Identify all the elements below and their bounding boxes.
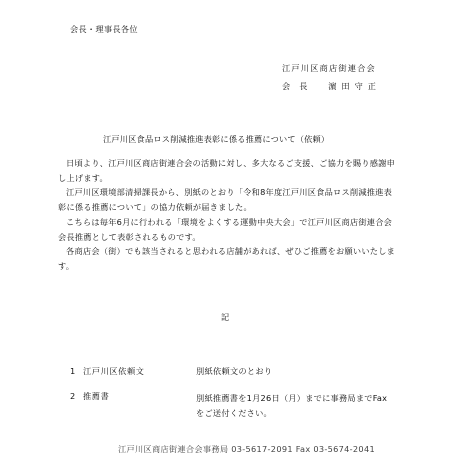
sender-signature bbox=[282, 81, 381, 92]
body-paragraph-4: 各商店会（街）でも該当されると思われる店舗があれば、ぜひご推薦をお願いいたします。 bbox=[58, 246, 396, 271]
sender-organization: 江戸川区商店街連合会 bbox=[282, 63, 376, 73]
item-1-number: 1 bbox=[70, 366, 76, 376]
body-paragraph-1: 日頃より、江戸川区商店街連合会の活動に対し、多大なるご支援、ご協力を賜り感謝申し上げます。 bbox=[58, 158, 396, 183]
item-2-value: 別紙推薦書を1月26日（月）までに事務局までFaxをご送付ください。 bbox=[196, 393, 388, 418]
addressee: 会長・理事長各位 bbox=[70, 24, 138, 34]
sender-name: 濵田守正 bbox=[328, 81, 381, 91]
item-1-value: 別紙依頼文のとおり bbox=[196, 366, 273, 376]
document-title: 江戸川区食品ロス削減推進表彰に係る推薦について（依頼） bbox=[103, 134, 330, 144]
sender-role: 会長 bbox=[282, 81, 317, 91]
item-2-label: 推薦書 bbox=[83, 391, 110, 401]
document-body bbox=[58, 156, 398, 274]
body-paragraph-3: こちらは毎年6月に行われる「環境をよくする運動中央大会」で江戸川区商店街連合会会長推薦として表彰されるものです。 bbox=[58, 216, 393, 242]
ki-heading: 記 bbox=[221, 312, 230, 322]
body-paragraph-2: 江戸川区環境部清掃課長から、別紙のとおり「令和8年度江戸川区食品ロス削減推進表彰に係る推薦について」の協力依頼が届きました。 bbox=[58, 187, 393, 213]
item-1-label: 江戸川区依頼文 bbox=[83, 366, 145, 376]
item-2-number: 2 bbox=[70, 391, 76, 401]
footer-contact: 江戸川区商店街連合会事務局 03-5617-2091 Fax 03-5674-2041 bbox=[118, 444, 375, 454]
